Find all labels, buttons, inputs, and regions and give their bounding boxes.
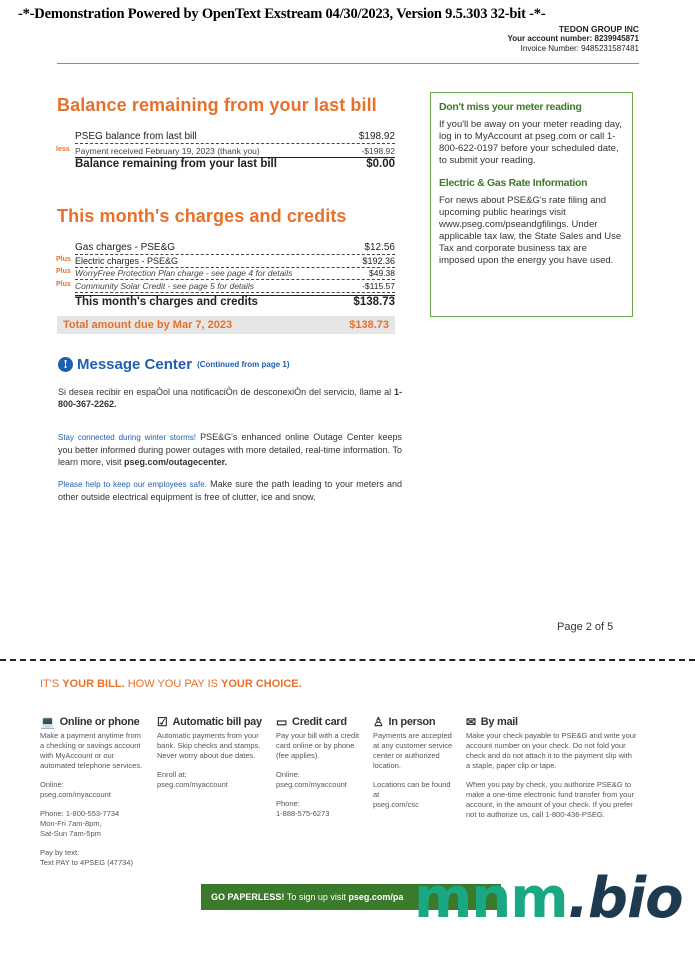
paperless-lead: GO PAPERLESS!	[211, 892, 285, 902]
message-center-continued: (Continued from page 1)	[197, 360, 290, 369]
row-label: Payment received February 19, 2023 (thank you)	[75, 146, 260, 156]
pay-option-inperson	[373, 717, 455, 819]
info-sidebox	[430, 92, 633, 317]
row-label: PSEG balance from last bill	[75, 131, 197, 142]
demo-banner: -*-Demonstration Powered by OpenText Exstream 04/30/2023, Version 9.5.303 32-bit -*-	[18, 6, 546, 22]
row-label: Gas charges - PSE&G	[75, 242, 176, 253]
row-label: Electric charges - PSE&G	[75, 256, 179, 266]
charge-row-solar	[75, 280, 395, 293]
account-info	[508, 24, 639, 54]
row-marker: Plus	[56, 256, 71, 263]
account-number-label: Your account number:	[507, 34, 593, 43]
message-outage-text: PSE&G's enhanced online Outage Center keeps you better informed during power outages with more detailed, real-time information. To learn more, visit	[58, 432, 402, 467]
message-outage-lead: Stay connected during winter storms!	[58, 433, 197, 442]
message-outage-link[interactable]: pseg.com/outagecenter.	[124, 457, 228, 467]
invoice-number-label: Invoice Number:	[520, 44, 579, 53]
account-number: 8239945871	[594, 34, 639, 43]
charge-row-gas	[75, 242, 395, 255]
pay-option-text: Automatic payments from your bank. Skip checks and stamps. Never worry about due dates.	[157, 731, 261, 760]
tagline-part: YOUR CHOICE.	[221, 678, 302, 690]
watermark-part: mnm	[414, 866, 568, 931]
pay-option-heading: Credit card	[292, 716, 347, 728]
message-spanish	[58, 386, 402, 410]
phone-value: 1-888-575-6273	[276, 809, 330, 818]
locations-label: Locations can be found at	[373, 780, 451, 799]
message-safety	[58, 478, 402, 503]
credit-card-icon: ▭	[276, 715, 288, 729]
charges-heading: This month's charges and credits	[57, 206, 347, 226]
header-divider	[57, 63, 639, 64]
pay-option-text: Pay your bill with a credit card online or by phone (fee applies).	[276, 731, 359, 760]
message-spanish-text: Si desea recibir en espaÒol una notificaciÒn de desconexiÒn del servicio, llame al	[58, 387, 392, 397]
rate-heading: Electric & Gas Rate Information	[439, 177, 588, 189]
balance-heading: Balance remaining from your last bill	[57, 95, 377, 115]
message-safety-text: Make sure the path leading to your meters and other outside electrical equipment is free of clutter, ice and snow.	[58, 479, 402, 502]
row-marker: Plus	[56, 281, 71, 288]
charge-row-worryfree	[75, 267, 395, 280]
paperless-text: To sign up visit	[286, 892, 346, 902]
pay-option-text: Make a payment anytime from a checking or savings account with MyAccount or our automated telephone services.	[40, 731, 143, 770]
pay-option-heading: Online or phone	[59, 716, 140, 728]
tagline-part: YOUR BILL.	[62, 678, 125, 690]
row-marker: Plus	[56, 268, 71, 275]
row-marker: less	[56, 146, 70, 153]
row-amount: $198.92	[358, 131, 395, 142]
pay-option-mail	[466, 717, 638, 829]
meter-heading: Don't miss your meter reading	[439, 101, 582, 113]
watermark-part: .bio	[567, 866, 683, 931]
balance-row-previous	[75, 131, 395, 144]
charges-total-amount: $138.73	[353, 296, 395, 308]
row-amount: $12.56	[364, 242, 395, 253]
pay-option-heading: By mail	[480, 716, 518, 728]
pay-option-text-2: When you pay by check, you authorize PSE&G to make a one-time electronic fund transfer from your account, in the amount of your check. If you prefer not to authorize us, call 1-800-436-PSEG.	[466, 780, 634, 819]
pay-option-online	[40, 717, 146, 877]
company-name: TEDON GROUP INC	[558, 24, 639, 34]
pay-option-text: Payments are accepted at any customer service center or authorized location.	[373, 731, 453, 770]
row-amount: -$115.57	[362, 281, 395, 291]
hours: Mon-Fri 7am-8pm,	[40, 819, 102, 828]
text-pay-value: Text PAY to 4PSEG (47734)	[40, 858, 133, 867]
page-number: Page 2 of 5	[557, 621, 614, 633]
hours: Sat-Sun 7am-5pm	[40, 829, 101, 838]
charges-total-label: This month's charges and credits	[75, 296, 258, 308]
balance-total-amount: $0.00	[366, 158, 395, 170]
balance-total-label: Balance remaining from your last bill	[75, 158, 277, 170]
locations-url[interactable]: pseg.com/csc	[373, 800, 419, 809]
enroll-label: Enroll at:	[157, 770, 187, 779]
message-center-heading: Message Center	[77, 356, 193, 373]
invoice-number: 9485231587481	[581, 44, 639, 53]
watermark-logo	[414, 866, 683, 931]
balance-total-row	[75, 157, 395, 170]
online-url[interactable]: pseg.com/myaccount	[40, 790, 111, 799]
tear-line	[0, 659, 695, 661]
phone-label: Phone: 1-800-553-7734	[40, 809, 120, 818]
person-icon: ♙	[373, 715, 384, 729]
message-spanish-phone: 1-800-367-2262.	[58, 387, 402, 409]
message-center-title	[58, 356, 290, 373]
pay-option-autopay	[157, 717, 263, 799]
amount-due-bar	[57, 316, 395, 334]
laptop-icon: 💻	[40, 715, 55, 729]
enroll-url[interactable]: pseg.com/myaccount	[157, 780, 228, 789]
paperless-url[interactable]: pseg.com/pa	[348, 892, 404, 902]
rate-text: For news about PSE&G's rate filing and upcoming public hearings visit www.pseg.com/pseandgfilings. Under applicable tax law, the State Sales and Use Tax and corporate business tax are imposed upon the energy you have used.	[439, 195, 622, 266]
message-safety-lead: Please help to keep our employees safe.	[58, 480, 207, 489]
row-amount: $192.36	[362, 256, 395, 266]
meter-text: If you'll be away on your meter reading day, log in to MyAccount at pseg.com or call 1-800-622-0197 before your scheduled date, to submit your reading.	[439, 119, 622, 166]
row-label: Community Solar Credit - see page 5 for details	[75, 281, 255, 291]
pay-option-heading: Automatic bill pay	[172, 716, 262, 728]
tagline-part: HOW YOU PAY	[127, 678, 205, 690]
payment-tagline	[40, 678, 302, 690]
row-amount: $49.38	[369, 268, 395, 278]
charges-total-row	[75, 295, 395, 308]
online-url[interactable]: pseg.com/myaccount	[276, 780, 347, 789]
text-pay-label: Pay by text:	[40, 848, 80, 857]
checkbox-icon: ☑	[157, 715, 168, 729]
tagline-part: IS	[207, 678, 218, 690]
online-label: Online:	[276, 770, 300, 779]
pay-option-card	[276, 717, 362, 828]
pay-option-heading: In person	[388, 716, 436, 728]
online-label: Online:	[40, 780, 64, 789]
amount-due-value: $138.73	[349, 319, 389, 331]
phone-label: Phone:	[276, 799, 300, 808]
envelope-icon: ✉	[466, 715, 476, 729]
message-outage	[58, 431, 402, 468]
row-amount: -$198.92	[361, 146, 395, 156]
pay-option-text: Make your check payable to PSE&G and write your account number on your check. Do not fold your check and do not attach it to the payment slip with a staple, paper clip or tape.	[466, 731, 637, 770]
tagline-part: IT'S	[40, 678, 60, 690]
info-icon: !	[58, 357, 73, 372]
row-label: WorryFree Protection Plan charge - see page 4 for details	[75, 268, 293, 278]
amount-due-label: Total amount due by Mar 7, 2023	[63, 319, 233, 331]
